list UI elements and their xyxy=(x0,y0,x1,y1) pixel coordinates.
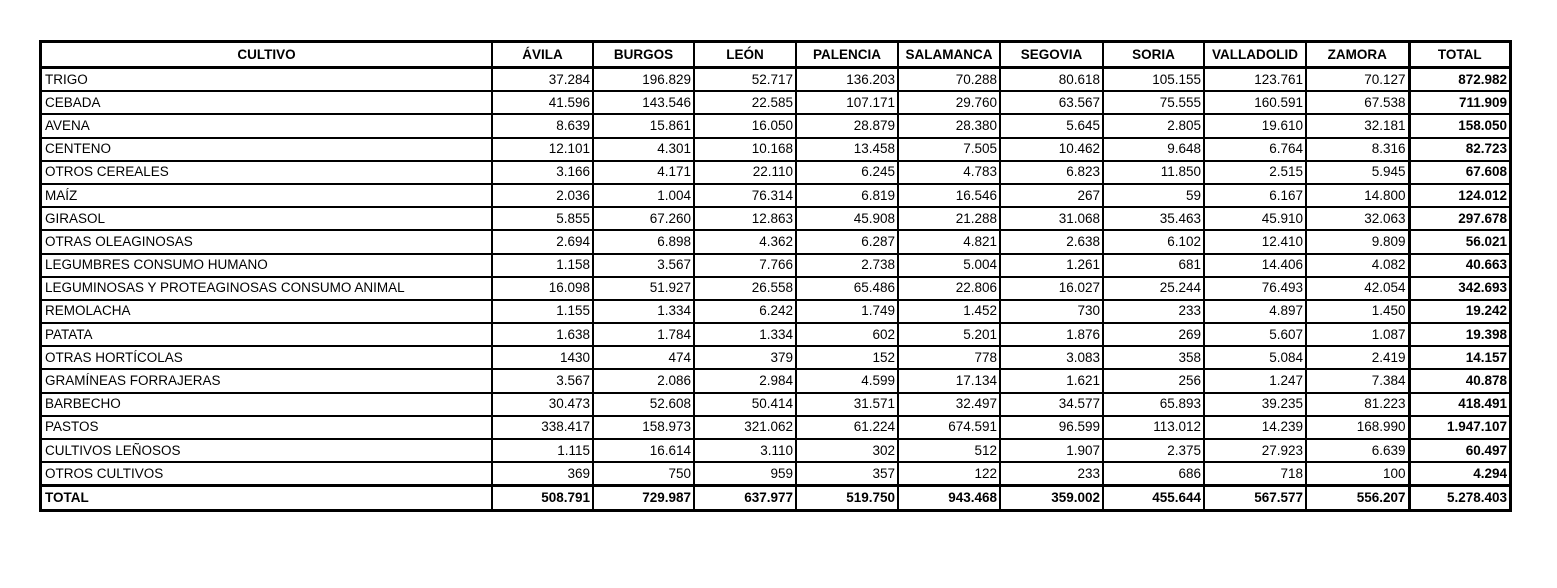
cell-salamanca: 32.497 xyxy=(898,393,1000,416)
cell-segovia: 34.577 xyxy=(1000,393,1103,416)
cell-cultivo: CENTENO xyxy=(41,138,492,161)
cell-zamora: 100 xyxy=(1306,462,1409,486)
cell-soria: 65.893 xyxy=(1103,393,1204,416)
cell-burgos: 6.898 xyxy=(593,230,694,253)
cell-valladolid: 160.591 xyxy=(1204,91,1306,114)
table-row xyxy=(41,300,1510,323)
cell-avila: 1430 xyxy=(492,346,593,369)
cell-salamanca: 4.821 xyxy=(898,230,1000,253)
header-total: TOTAL xyxy=(1409,42,1510,68)
cell-burgos: 4.171 xyxy=(593,161,694,184)
table-row xyxy=(41,439,1510,462)
cell-zamora: 556.207 xyxy=(1306,486,1409,510)
cell-soria: 113.012 xyxy=(1103,416,1204,439)
cell-palencia: 107.171 xyxy=(796,91,898,114)
cell-leon: 50.414 xyxy=(694,393,796,416)
cell-valladolid: 5.607 xyxy=(1204,323,1306,346)
cell-valladolid: 1.247 xyxy=(1204,369,1306,392)
cell-cultivo: OTROS CULTIVOS xyxy=(41,462,492,486)
cell-avila: 37.284 xyxy=(492,68,593,92)
cell-leon: 3.110 xyxy=(694,439,796,462)
cell-soria: 59 xyxy=(1103,184,1204,207)
cell-salamanca: 4.783 xyxy=(898,161,1000,184)
cell-soria: 256 xyxy=(1103,369,1204,392)
cell-segovia: 730 xyxy=(1000,300,1103,323)
cell-segovia: 2.638 xyxy=(1000,230,1103,253)
cell-valladolid: 5.084 xyxy=(1204,346,1306,369)
table-row xyxy=(41,161,1510,184)
cell-salamanca: 16.546 xyxy=(898,184,1000,207)
cell-valladolid: 14.406 xyxy=(1204,254,1306,277)
cell-zamora: 6.639 xyxy=(1306,439,1409,462)
cell-salamanca: 21.288 xyxy=(898,207,1000,230)
cell-soria: 11.850 xyxy=(1103,161,1204,184)
table-row xyxy=(41,462,1510,486)
cell-total: 124.012 xyxy=(1409,184,1510,207)
cell-total: 40.663 xyxy=(1409,254,1510,277)
cell-avila: 369 xyxy=(492,462,593,486)
cell-palencia: 65.486 xyxy=(796,277,898,300)
table-row xyxy=(41,207,1510,230)
cell-burgos: 474 xyxy=(593,346,694,369)
cell-soria: 686 xyxy=(1103,462,1204,486)
cell-cultivo: AVENA xyxy=(41,114,492,137)
cell-palencia: 6.287 xyxy=(796,230,898,253)
cell-segovia: 1.261 xyxy=(1000,254,1103,277)
cell-salamanca: 22.806 xyxy=(898,277,1000,300)
cell-total: 40.878 xyxy=(1409,369,1510,392)
cell-zamora: 14.800 xyxy=(1306,184,1409,207)
cell-zamora: 67.538 xyxy=(1306,91,1409,114)
cell-soria: 35.463 xyxy=(1103,207,1204,230)
cell-leon: 10.168 xyxy=(694,138,796,161)
cell-valladolid: 76.493 xyxy=(1204,277,1306,300)
table-body xyxy=(41,68,1510,510)
cell-total: 158.050 xyxy=(1409,114,1510,137)
cell-avila: 508.791 xyxy=(492,486,593,510)
cell-palencia: 13.458 xyxy=(796,138,898,161)
cell-burgos: 158.973 xyxy=(593,416,694,439)
cell-cultivo: OTROS CEREALES xyxy=(41,161,492,184)
cell-valladolid: 45.910 xyxy=(1204,207,1306,230)
cell-total: 418.491 xyxy=(1409,393,1510,416)
cell-segovia: 96.599 xyxy=(1000,416,1103,439)
cell-total: 5.278.403 xyxy=(1409,486,1510,510)
table-row xyxy=(41,114,1510,137)
cell-palencia: 602 xyxy=(796,323,898,346)
header-palencia: PALENCIA xyxy=(796,42,898,68)
cell-palencia: 519.750 xyxy=(796,486,898,510)
header-leon: LEÓN xyxy=(694,42,796,68)
cell-palencia: 136.203 xyxy=(796,68,898,92)
cell-avila: 30.473 xyxy=(492,393,593,416)
cell-salamanca: 28.380 xyxy=(898,114,1000,137)
cell-zamora: 32.063 xyxy=(1306,207,1409,230)
cell-avila: 2.694 xyxy=(492,230,593,253)
cell-zamora: 4.082 xyxy=(1306,254,1409,277)
cell-cultivo: OTRAS HORTÍCOLAS xyxy=(41,346,492,369)
cell-burgos: 1.004 xyxy=(593,184,694,207)
cell-burgos: 2.086 xyxy=(593,369,694,392)
cell-palencia: 302 xyxy=(796,439,898,462)
cell-valladolid: 6.167 xyxy=(1204,184,1306,207)
cell-palencia: 152 xyxy=(796,346,898,369)
cell-total: 82.723 xyxy=(1409,138,1510,161)
cell-soria: 269 xyxy=(1103,323,1204,346)
cell-soria: 6.102 xyxy=(1103,230,1204,253)
cell-segovia: 233 xyxy=(1000,462,1103,486)
table-row xyxy=(41,393,1510,416)
table-row xyxy=(41,138,1510,161)
cell-leon: 4.362 xyxy=(694,230,796,253)
header-salamanca: SALAMANCA xyxy=(898,42,1000,68)
cell-leon: 22.585 xyxy=(694,91,796,114)
cell-burgos: 16.614 xyxy=(593,439,694,462)
cell-valladolid: 39.235 xyxy=(1204,393,1306,416)
cell-zamora: 2.419 xyxy=(1306,346,1409,369)
cell-zamora: 81.223 xyxy=(1306,393,1409,416)
cell-leon: 1.334 xyxy=(694,323,796,346)
cell-total: 872.982 xyxy=(1409,68,1510,92)
cell-segovia: 16.027 xyxy=(1000,277,1103,300)
header-soria: SORIA xyxy=(1103,42,1204,68)
cell-palencia: 6.245 xyxy=(796,161,898,184)
table-row xyxy=(41,323,1510,346)
cell-salamanca: 1.452 xyxy=(898,300,1000,323)
cell-salamanca: 674.591 xyxy=(898,416,1000,439)
cell-cultivo: TOTAL xyxy=(41,486,492,510)
cell-burgos: 15.861 xyxy=(593,114,694,137)
cell-salamanca: 943.468 xyxy=(898,486,1000,510)
cell-leon: 2.984 xyxy=(694,369,796,392)
cell-valladolid: 567.577 xyxy=(1204,486,1306,510)
cell-valladolid: 14.239 xyxy=(1204,416,1306,439)
cell-burgos: 196.829 xyxy=(593,68,694,92)
header-valladolid: VALLADOLID xyxy=(1204,42,1306,68)
cell-valladolid: 6.764 xyxy=(1204,138,1306,161)
cell-zamora: 42.054 xyxy=(1306,277,1409,300)
cell-zamora: 168.990 xyxy=(1306,416,1409,439)
cell-palencia: 28.879 xyxy=(796,114,898,137)
cell-leon: 637.977 xyxy=(694,486,796,510)
cell-zamora: 8.316 xyxy=(1306,138,1409,161)
cell-total: 19.398 xyxy=(1409,323,1510,346)
cell-valladolid: 27.923 xyxy=(1204,439,1306,462)
cell-total: 67.608 xyxy=(1409,161,1510,184)
cell-burgos: 52.608 xyxy=(593,393,694,416)
table-row xyxy=(41,277,1510,300)
crop-area-table xyxy=(40,41,1511,511)
cell-total: 60.497 xyxy=(1409,439,1510,462)
cell-leon: 22.110 xyxy=(694,161,796,184)
table-row xyxy=(41,91,1510,114)
cell-avila: 338.417 xyxy=(492,416,593,439)
table-row xyxy=(41,254,1510,277)
cell-burgos: 1.334 xyxy=(593,300,694,323)
cell-zamora: 70.127 xyxy=(1306,68,1409,92)
cell-valladolid: 12.410 xyxy=(1204,230,1306,253)
cell-palencia: 1.749 xyxy=(796,300,898,323)
cell-avila: 16.098 xyxy=(492,277,593,300)
cell-leon: 12.863 xyxy=(694,207,796,230)
header-segovia: SEGOVIA xyxy=(1000,42,1103,68)
cell-segovia: 80.618 xyxy=(1000,68,1103,92)
cell-soria: 681 xyxy=(1103,254,1204,277)
cell-soria: 105.155 xyxy=(1103,68,1204,92)
cell-total: 19.242 xyxy=(1409,300,1510,323)
cell-leon: 16.050 xyxy=(694,114,796,137)
cell-segovia: 267 xyxy=(1000,184,1103,207)
cell-valladolid: 718 xyxy=(1204,462,1306,486)
cell-leon: 7.766 xyxy=(694,254,796,277)
cell-cultivo: OTRAS OLEAGINOSAS xyxy=(41,230,492,253)
header-burgos: BURGOS xyxy=(593,42,694,68)
cell-palencia: 45.908 xyxy=(796,207,898,230)
cell-cultivo: TRIGO xyxy=(41,68,492,92)
cell-leon: 959 xyxy=(694,462,796,486)
cell-burgos: 4.301 xyxy=(593,138,694,161)
cell-soria: 9.648 xyxy=(1103,138,1204,161)
cell-soria: 455.644 xyxy=(1103,486,1204,510)
cell-total: 14.157 xyxy=(1409,346,1510,369)
header-zamora: ZAMORA xyxy=(1306,42,1409,68)
header-row xyxy=(41,42,1510,68)
cell-avila: 3.166 xyxy=(492,161,593,184)
cell-avila: 41.596 xyxy=(492,91,593,114)
cell-cultivo: LEGUMINOSAS Y PROTEAGINOSAS CONSUMO ANIMAL xyxy=(41,277,492,300)
cell-cultivo: GIRASOL xyxy=(41,207,492,230)
cell-cultivo: GRAMÍNEAS FORRAJERAS xyxy=(41,369,492,392)
cell-cultivo: REMOLACHA xyxy=(41,300,492,323)
cell-zamora: 9.809 xyxy=(1306,230,1409,253)
cell-salamanca: 122 xyxy=(898,462,1000,486)
cell-burgos: 67.260 xyxy=(593,207,694,230)
cell-cultivo: CULTIVOS LEÑOSOS xyxy=(41,439,492,462)
cell-avila: 1.158 xyxy=(492,254,593,277)
cell-palencia: 357 xyxy=(796,462,898,486)
cell-burgos: 729.987 xyxy=(593,486,694,510)
cell-zamora: 1.087 xyxy=(1306,323,1409,346)
cell-zamora: 5.945 xyxy=(1306,161,1409,184)
cell-avila: 1.115 xyxy=(492,439,593,462)
cell-soria: 358 xyxy=(1103,346,1204,369)
cell-palencia: 2.738 xyxy=(796,254,898,277)
cell-total: 4.294 xyxy=(1409,462,1510,486)
cell-palencia: 31.571 xyxy=(796,393,898,416)
header-avila: ÁVILA xyxy=(492,42,593,68)
cell-segovia: 31.068 xyxy=(1000,207,1103,230)
cell-salamanca: 17.134 xyxy=(898,369,1000,392)
cell-salamanca: 29.760 xyxy=(898,91,1000,114)
cell-avila: 5.855 xyxy=(492,207,593,230)
cell-avila: 3.567 xyxy=(492,369,593,392)
cell-avila: 12.101 xyxy=(492,138,593,161)
cell-leon: 76.314 xyxy=(694,184,796,207)
table-row xyxy=(41,184,1510,207)
cell-burgos: 3.567 xyxy=(593,254,694,277)
cell-zamora: 32.181 xyxy=(1306,114,1409,137)
cell-valladolid: 123.761 xyxy=(1204,68,1306,92)
cell-palencia: 6.819 xyxy=(796,184,898,207)
cell-burgos: 1.784 xyxy=(593,323,694,346)
cell-cultivo: PASTOS xyxy=(41,416,492,439)
cell-leon: 52.717 xyxy=(694,68,796,92)
cell-salamanca: 5.004 xyxy=(898,254,1000,277)
cell-cultivo: BARBECHO xyxy=(41,393,492,416)
cell-soria: 2.805 xyxy=(1103,114,1204,137)
cell-avila: 1.638 xyxy=(492,323,593,346)
cell-palencia: 4.599 xyxy=(796,369,898,392)
total-row xyxy=(41,486,1510,510)
table-row xyxy=(41,68,1510,92)
cell-cultivo: CEBADA xyxy=(41,91,492,114)
cell-segovia: 1.876 xyxy=(1000,323,1103,346)
cell-avila: 1.155 xyxy=(492,300,593,323)
cell-segovia: 10.462 xyxy=(1000,138,1103,161)
cell-total: 297.678 xyxy=(1409,207,1510,230)
cell-leon: 379 xyxy=(694,346,796,369)
table-row xyxy=(41,230,1510,253)
table-row xyxy=(41,416,1510,439)
cell-segovia: 5.645 xyxy=(1000,114,1103,137)
cell-segovia: 359.002 xyxy=(1000,486,1103,510)
cell-cultivo: LEGUMBRES CONSUMO HUMANO xyxy=(41,254,492,277)
cell-soria: 25.244 xyxy=(1103,277,1204,300)
cell-salamanca: 70.288 xyxy=(898,68,1000,92)
cell-segovia: 6.823 xyxy=(1000,161,1103,184)
cell-cultivo: PATATA xyxy=(41,323,492,346)
cell-avila: 2.036 xyxy=(492,184,593,207)
cell-cultivo: MAÍZ xyxy=(41,184,492,207)
cell-soria: 233 xyxy=(1103,300,1204,323)
cell-salamanca: 778 xyxy=(898,346,1000,369)
cell-total: 711.909 xyxy=(1409,91,1510,114)
cell-segovia: 3.083 xyxy=(1000,346,1103,369)
cell-valladolid: 4.897 xyxy=(1204,300,1306,323)
cell-segovia: 63.567 xyxy=(1000,91,1103,114)
cell-soria: 2.375 xyxy=(1103,439,1204,462)
cell-soria: 75.555 xyxy=(1103,91,1204,114)
cell-burgos: 143.546 xyxy=(593,91,694,114)
cell-segovia: 1.907 xyxy=(1000,439,1103,462)
cell-salamanca: 5.201 xyxy=(898,323,1000,346)
cell-total: 56.021 xyxy=(1409,230,1510,253)
cell-burgos: 750 xyxy=(593,462,694,486)
cell-zamora: 1.450 xyxy=(1306,300,1409,323)
table-row xyxy=(41,369,1510,392)
cell-palencia: 61.224 xyxy=(796,416,898,439)
cell-zamora: 7.384 xyxy=(1306,369,1409,392)
cell-salamanca: 7.505 xyxy=(898,138,1000,161)
table-row xyxy=(41,346,1510,369)
cell-segovia: 1.621 xyxy=(1000,369,1103,392)
cell-burgos: 51.927 xyxy=(593,277,694,300)
cell-valladolid: 2.515 xyxy=(1204,161,1306,184)
cell-total: 1.947.107 xyxy=(1409,416,1510,439)
cell-leon: 26.558 xyxy=(694,277,796,300)
cell-avila: 8.639 xyxy=(492,114,593,137)
cell-total: 342.693 xyxy=(1409,277,1510,300)
cell-leon: 6.242 xyxy=(694,300,796,323)
cell-leon: 321.062 xyxy=(694,416,796,439)
header-cultivo: CULTIVO xyxy=(41,42,492,68)
cell-valladolid: 19.610 xyxy=(1204,114,1306,137)
cell-salamanca: 512 xyxy=(898,439,1000,462)
